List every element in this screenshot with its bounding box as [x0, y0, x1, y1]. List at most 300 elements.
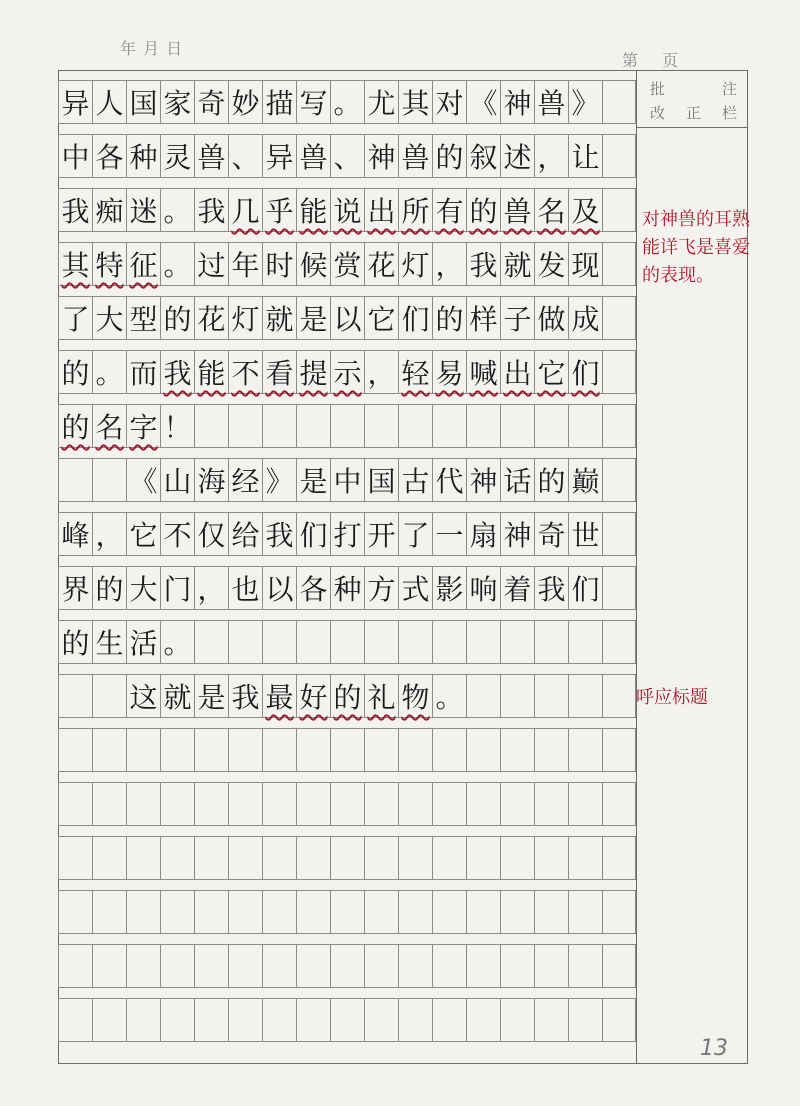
grid-cell: 其: [58, 242, 92, 286]
grid-cell: [398, 620, 432, 664]
grid-cell: [466, 782, 500, 826]
grid-row: [58, 242, 636, 286]
grid-cell: [296, 782, 330, 826]
grid-cell: [602, 620, 636, 664]
grid-cell: [228, 404, 262, 448]
grid-row: [58, 80, 636, 124]
grid-cell: [194, 890, 228, 934]
grid-cell: [432, 944, 466, 988]
grid-cell: [92, 890, 126, 934]
grid-cell: [500, 404, 534, 448]
grid-cell: 喊: [466, 350, 500, 394]
grid-cell: 。: [160, 188, 194, 232]
grid-cell: 轻: [398, 350, 432, 394]
grid-cell: [160, 728, 194, 772]
grid-cell: ，: [364, 350, 398, 394]
grid-cell: [432, 998, 466, 1042]
grid-cell: [228, 728, 262, 772]
grid-cell: 写: [296, 80, 330, 124]
grid-cell: 成: [568, 296, 602, 340]
grid-cell: [228, 998, 262, 1042]
grid-cell: [160, 836, 194, 880]
grid-cell: [330, 728, 364, 772]
grid-cell: 几: [228, 188, 262, 232]
grid-cell: 大: [126, 566, 160, 610]
margin-heading-char: 注: [722, 80, 738, 98]
grid-cell: [126, 998, 160, 1042]
grid-cell: [58, 674, 92, 718]
grid-cell: [534, 944, 568, 988]
grid-cell: 各: [92, 134, 126, 178]
grid-cell: [92, 944, 126, 988]
grid-cell: 中: [330, 458, 364, 502]
grid-cell: 我: [534, 566, 568, 610]
grid-cell: 《: [126, 458, 160, 502]
grid-cell: 生: [92, 620, 126, 664]
grid-cell: 兽: [534, 80, 568, 124]
grid-cell: 。: [330, 80, 364, 124]
grid-cell: [466, 404, 500, 448]
grid-cell: [92, 836, 126, 880]
grid-cell: [602, 242, 636, 286]
grid-cell: [58, 890, 92, 934]
grid-cell: 出: [364, 188, 398, 232]
grid-row: [58, 566, 636, 610]
grid-cell: 中: [58, 134, 92, 178]
grid-cell: [228, 620, 262, 664]
grid-cell: [58, 998, 92, 1042]
grid-cell: [602, 80, 636, 124]
grid-cell: 打: [330, 512, 364, 556]
grid-cell: [534, 782, 568, 826]
grid-cell: [296, 620, 330, 664]
grid-cell: [228, 890, 262, 934]
grid-cell: 。: [92, 350, 126, 394]
margin-heading-char: 栏: [722, 104, 738, 122]
grid-cell: [330, 782, 364, 826]
grid-cell: [602, 458, 636, 502]
grid-cell: 。: [432, 674, 466, 718]
grid-cell: 做: [534, 296, 568, 340]
grid-cell: [534, 890, 568, 934]
grid-cell: 异: [58, 80, 92, 124]
grid-cell: [194, 404, 228, 448]
grid-row: [58, 836, 636, 880]
grid-cell: [466, 836, 500, 880]
grid-cell: [296, 728, 330, 772]
grid-cell: [92, 728, 126, 772]
grid-cell: [364, 944, 398, 988]
grid-cell: 候: [296, 242, 330, 286]
grid-cell: [602, 782, 636, 826]
grid-cell: [398, 836, 432, 880]
grid-cell: [602, 404, 636, 448]
grid-cell: [534, 836, 568, 880]
grid-cell: 花: [364, 242, 398, 286]
grid-cell: [398, 404, 432, 448]
grid-cell: [92, 782, 126, 826]
grid-cell: 过: [194, 242, 228, 286]
grid-row: [58, 998, 636, 1042]
grid-row: [58, 728, 636, 772]
grid-cell: [262, 782, 296, 826]
grid-cell: [262, 944, 296, 988]
grid-cell: [534, 674, 568, 718]
writing-grid: [58, 0, 636, 1106]
grid-cell: [92, 998, 126, 1042]
grid-cell: 的: [58, 350, 92, 394]
grid-cell: [568, 944, 602, 988]
grid-cell: 叙: [466, 134, 500, 178]
grid-cell: 就: [262, 296, 296, 340]
grid-cell: 方: [364, 566, 398, 610]
grid-cell: [500, 944, 534, 988]
grid-cell: 特: [92, 242, 126, 286]
grid-cell: [296, 836, 330, 880]
grid-cell: [602, 836, 636, 880]
grid-row: [58, 188, 636, 232]
grid-cell: ！: [160, 404, 194, 448]
grid-cell: 它: [534, 350, 568, 394]
grid-cell: [602, 566, 636, 610]
grid-row: [58, 782, 636, 826]
grid-cell: 看: [262, 350, 296, 394]
grid-cell: [58, 782, 92, 826]
grid-cell: 山: [160, 458, 194, 502]
grid-cell: 妙: [228, 80, 262, 124]
grid-cell: [466, 890, 500, 934]
grid-cell: 是: [194, 674, 228, 718]
grid-cell: [466, 944, 500, 988]
grid-cell: 巅: [568, 458, 602, 502]
grid-cell: [568, 620, 602, 664]
grid-cell: [364, 890, 398, 934]
grid-cell: 它: [364, 296, 398, 340]
grid-cell: 古: [398, 458, 432, 502]
grid-cell: 有: [432, 188, 466, 232]
grid-cell: [58, 944, 92, 988]
grid-cell: 、: [330, 134, 364, 178]
grid-row: [58, 404, 636, 448]
grid-cell: 花: [194, 296, 228, 340]
grid-cell: 奇: [194, 80, 228, 124]
grid-cell: 兽: [296, 134, 330, 178]
grid-cell: [602, 674, 636, 718]
grid-cell: 及: [568, 188, 602, 232]
grid-cell: 征: [126, 242, 160, 286]
grid-cell: [364, 782, 398, 826]
grid-row: [58, 674, 636, 718]
grid-cell: 开: [364, 512, 398, 556]
grid-cell: 家: [160, 80, 194, 124]
grid-cell: 着: [500, 566, 534, 610]
grid-cell: 说: [330, 188, 364, 232]
grid-cell: 大: [92, 296, 126, 340]
grid-cell: [466, 728, 500, 772]
grid-cell: 型: [126, 296, 160, 340]
grid-cell: 的: [432, 134, 466, 178]
grid-cell: [296, 404, 330, 448]
grid-cell: 种: [330, 566, 364, 610]
grid-cell: 样: [466, 296, 500, 340]
grid-cell: [466, 674, 500, 718]
grid-cell: 的: [92, 566, 126, 610]
grid-cell: 以: [330, 296, 364, 340]
grid-cell: [602, 944, 636, 988]
grid-cell: 能: [296, 188, 330, 232]
page-number: 13: [700, 1036, 728, 1061]
grid-cell: 让: [568, 134, 602, 178]
grid-cell: [92, 458, 126, 502]
grid-cell: 的: [58, 620, 92, 664]
grid-cell: [568, 998, 602, 1042]
grid-cell: [194, 782, 228, 826]
grid-cell: [432, 728, 466, 772]
grid-cell: 们: [568, 350, 602, 394]
grid-cell: [194, 728, 228, 772]
grid-cell: 提: [296, 350, 330, 394]
date-label: 年 月 日: [120, 39, 184, 58]
grid-cell: [364, 620, 398, 664]
page-label: 第 页: [622, 51, 680, 70]
grid-cell: [500, 998, 534, 1042]
grid-cell: 的: [432, 296, 466, 340]
grid-cell: [602, 890, 636, 934]
grid-cell: [602, 350, 636, 394]
grid-cell: [364, 836, 398, 880]
grid-cell: [568, 674, 602, 718]
grid-cell: 世: [568, 512, 602, 556]
grid-cell: [534, 998, 568, 1042]
grid-cell: 乎: [262, 188, 296, 232]
grid-cell: 出: [500, 350, 534, 394]
grid-cell: 国: [364, 458, 398, 502]
grid-cell: 的: [330, 674, 364, 718]
grid-cell: [534, 404, 568, 448]
grid-cell: 其: [398, 80, 432, 124]
grid-cell: [534, 728, 568, 772]
grid-cell: [432, 404, 466, 448]
grid-cell: 兽: [398, 134, 432, 178]
grid-cell: [568, 404, 602, 448]
grid-cell: 灯: [228, 296, 262, 340]
grid-cell: 也: [228, 566, 262, 610]
grid-cell: 是: [296, 296, 330, 340]
grid-cell: 扇: [466, 512, 500, 556]
grid-cell: [126, 944, 160, 988]
grid-cell: 。: [160, 242, 194, 286]
grid-cell: [500, 836, 534, 880]
grid-cell: [262, 620, 296, 664]
grid-cell: 是: [296, 458, 330, 502]
grid-cell: 响: [466, 566, 500, 610]
grid-cell: 而: [126, 350, 160, 394]
grid-cell: 国: [126, 80, 160, 124]
grid-cell: 不: [160, 512, 194, 556]
grid-cell: 灯: [398, 242, 432, 286]
grid-cell: [568, 890, 602, 934]
grid-cell: 我: [262, 512, 296, 556]
grid-cell: [330, 836, 364, 880]
grid-cell: [432, 620, 466, 664]
grid-cell: 最: [262, 674, 296, 718]
grid-cell: 神: [500, 80, 534, 124]
grid-cell: [602, 728, 636, 772]
grid-cell: 的: [534, 458, 568, 502]
grid-cell: 》: [262, 458, 296, 502]
grid-row: [58, 944, 636, 988]
grid-cell: 兽: [500, 188, 534, 232]
grid-cell: 就: [160, 674, 194, 718]
grid-cell: 影: [432, 566, 466, 610]
grid-cell: 物: [398, 674, 432, 718]
grid-cell: 一: [432, 512, 466, 556]
grid-cell: [602, 296, 636, 340]
grid-row: [58, 458, 636, 502]
grid-cell: [500, 728, 534, 772]
grid-cell: 名: [534, 188, 568, 232]
grid-cell: 兽: [194, 134, 228, 178]
grid-cell: 异: [262, 134, 296, 178]
grid-cell: 发: [534, 242, 568, 286]
grid-cell: 这: [126, 674, 160, 718]
grid-cell: 我: [194, 188, 228, 232]
grid-cell: [534, 620, 568, 664]
grid-cell: 年: [228, 242, 262, 286]
grid-cell: 现: [568, 242, 602, 286]
grid-cell: 。: [160, 620, 194, 664]
margin-heading: [636, 70, 748, 128]
margin-heading-char: 批: [650, 80, 666, 98]
grid-cell: [602, 512, 636, 556]
grid-cell: [126, 782, 160, 826]
grid-cell: [194, 944, 228, 988]
grid-cell: [330, 944, 364, 988]
grid-cell: 我: [228, 674, 262, 718]
grid-cell: 们: [398, 296, 432, 340]
grid-cell: [126, 836, 160, 880]
grid-cell: 子: [500, 296, 534, 340]
grid-cell: 好: [296, 674, 330, 718]
grid-cell: [228, 944, 262, 988]
grid-row: [58, 512, 636, 556]
grid-cell: 它: [126, 512, 160, 556]
grid-cell: [296, 890, 330, 934]
margin-heading-char: 改: [650, 104, 666, 122]
grid-cell: 《: [466, 80, 500, 124]
grid-cell: [228, 836, 262, 880]
grid-cell: [364, 998, 398, 1042]
grid-row: [58, 890, 636, 934]
grid-cell: [568, 782, 602, 826]
grid-cell: [330, 998, 364, 1042]
grid-cell: [58, 458, 92, 502]
grid-cell: [602, 188, 636, 232]
grid-cell: 、: [228, 134, 262, 178]
grid-cell: [262, 728, 296, 772]
grid-cell: 示: [330, 350, 364, 394]
grid-cell: [262, 890, 296, 934]
grid-cell: 名: [92, 404, 126, 448]
margin-note: 对神兽的耳熟能详飞是喜爱的表现。: [642, 209, 750, 286]
grid-cell: [330, 620, 364, 664]
grid-cell: 界: [58, 566, 92, 610]
grid-cell: [364, 404, 398, 448]
grid-cell: [602, 998, 636, 1042]
margin-heading-char: 正: [686, 104, 702, 122]
grid-cell: [398, 728, 432, 772]
grid-cell: 字: [126, 404, 160, 448]
grid-cell: 述: [500, 134, 534, 178]
grid-row: [58, 296, 636, 340]
grid-cell: 》: [568, 80, 602, 124]
margin-note: 呼应标题: [636, 687, 708, 708]
grid-cell: 灵: [160, 134, 194, 178]
grid-cell: [58, 836, 92, 880]
grid-cell: 给: [228, 512, 262, 556]
grid-cell: [126, 890, 160, 934]
grid-cell: [602, 134, 636, 178]
grid-cell: 迷: [126, 188, 160, 232]
grid-cell: [398, 998, 432, 1042]
grid-cell: 人: [92, 80, 126, 124]
grid-cell: 仅: [194, 512, 228, 556]
grid-cell: [92, 674, 126, 718]
grid-cell: [296, 998, 330, 1042]
grid-cell: 能: [194, 350, 228, 394]
grid-cell: 对: [432, 80, 466, 124]
grid-cell: 所: [398, 188, 432, 232]
grid-cell: 们: [296, 512, 330, 556]
grid-cell: [364, 728, 398, 772]
grid-cell: 时: [262, 242, 296, 286]
grid-cell: 种: [126, 134, 160, 178]
grid-cell: 海: [194, 458, 228, 502]
grid-cell: 易: [432, 350, 466, 394]
grid-cell: [466, 998, 500, 1042]
grid-cell: [432, 782, 466, 826]
grid-cell: [194, 836, 228, 880]
grid-cell: [398, 890, 432, 934]
grid-cell: 式: [398, 566, 432, 610]
grid-cell: 不: [228, 350, 262, 394]
grid-cell: [160, 782, 194, 826]
grid-cell: 我: [58, 188, 92, 232]
grid-cell: 我: [466, 242, 500, 286]
grid-cell: ，: [92, 512, 126, 556]
grid-cell: 我: [160, 350, 194, 394]
grid-cell: ，: [534, 134, 568, 178]
grid-cell: [160, 998, 194, 1042]
grid-cell: 的: [160, 296, 194, 340]
grid-cell: 神: [364, 134, 398, 178]
grid-cell: 峰: [58, 512, 92, 556]
grid-cell: [160, 944, 194, 988]
grid-cell: 们: [568, 566, 602, 610]
grid-cell: 尤: [364, 80, 398, 124]
grid-cell: [262, 836, 296, 880]
grid-cell: [398, 944, 432, 988]
grid-cell: 了: [398, 512, 432, 556]
grid-cell: ，: [194, 566, 228, 610]
grid-row: [58, 350, 636, 394]
grid-cell: 痴: [92, 188, 126, 232]
grid-cell: [228, 782, 262, 826]
grid-cell: 以: [262, 566, 296, 610]
grid-cell: [500, 782, 534, 826]
grid-cell: 的: [466, 188, 500, 232]
grid-cell: [398, 782, 432, 826]
